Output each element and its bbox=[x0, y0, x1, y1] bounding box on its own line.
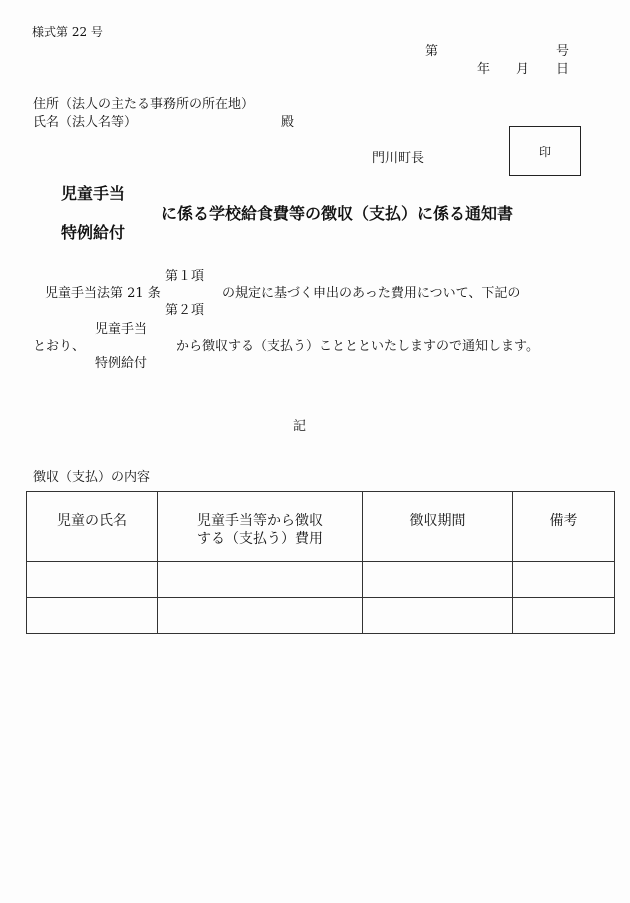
clause-1: 第１項 bbox=[165, 269, 205, 284]
body-option-special-benefit: 特例給付 bbox=[95, 356, 148, 371]
header-remarks: 備考 bbox=[513, 492, 615, 562]
table-cell bbox=[27, 562, 158, 598]
header-cost: 児童手当等から徴収 する（支払う）費用 bbox=[158, 492, 363, 562]
section-label: 徴収（支払）の内容 bbox=[33, 470, 151, 485]
content-table bbox=[26, 491, 615, 634]
table-cell bbox=[158, 562, 363, 598]
doc-number-prefix: 第 bbox=[425, 44, 439, 59]
table-header-row bbox=[27, 492, 615, 562]
table-cell bbox=[363, 562, 513, 598]
clause-2: 第２項 bbox=[165, 303, 205, 318]
doc-number-suffix: 号 bbox=[556, 44, 570, 59]
ki-marker: 記 bbox=[293, 419, 307, 434]
header-period: 徴収期間 bbox=[363, 492, 513, 562]
body-line-2: から徴収する（支払う）こととといたしますので通知します。 bbox=[176, 339, 539, 354]
issuer-name: 門川町長 bbox=[372, 151, 425, 166]
honorific: 殿 bbox=[281, 115, 295, 130]
table-cell bbox=[27, 598, 158, 634]
table-cell bbox=[513, 598, 615, 634]
title-option-special-benefit: 特例給付 bbox=[61, 223, 126, 242]
body-option-child-allowance: 児童手当 bbox=[95, 322, 148, 337]
name-label: 氏名（法人名等） bbox=[33, 115, 138, 130]
body-line-1: の規定に基づく申出のあった費用について、下記の bbox=[222, 286, 521, 301]
table-cell bbox=[513, 562, 615, 598]
date-month: 月 bbox=[516, 62, 530, 77]
title-option-child-allowance: 児童手当 bbox=[61, 184, 126, 203]
law-reference: 児童手当法第 21 条 bbox=[45, 286, 161, 301]
address-label: 住所（法人の主たる事務所の所在地） bbox=[33, 97, 255, 112]
table-cell bbox=[363, 598, 513, 634]
table-row bbox=[27, 598, 615, 634]
date-year: 年 bbox=[477, 62, 491, 77]
form-number: 様式第 22 号 bbox=[32, 25, 103, 39]
document-title: に係る学校給食費等の徴収（支払）に係る通知書 bbox=[161, 204, 514, 223]
seal-box bbox=[509, 126, 581, 176]
header-child-name: 児童の氏名 bbox=[27, 492, 158, 562]
seal-mark: 印 bbox=[538, 144, 551, 159]
body-line-2-lead: とおり、 bbox=[33, 339, 86, 354]
table-row bbox=[27, 562, 615, 598]
table-cell bbox=[158, 598, 363, 634]
date-day: 日 bbox=[556, 62, 570, 77]
